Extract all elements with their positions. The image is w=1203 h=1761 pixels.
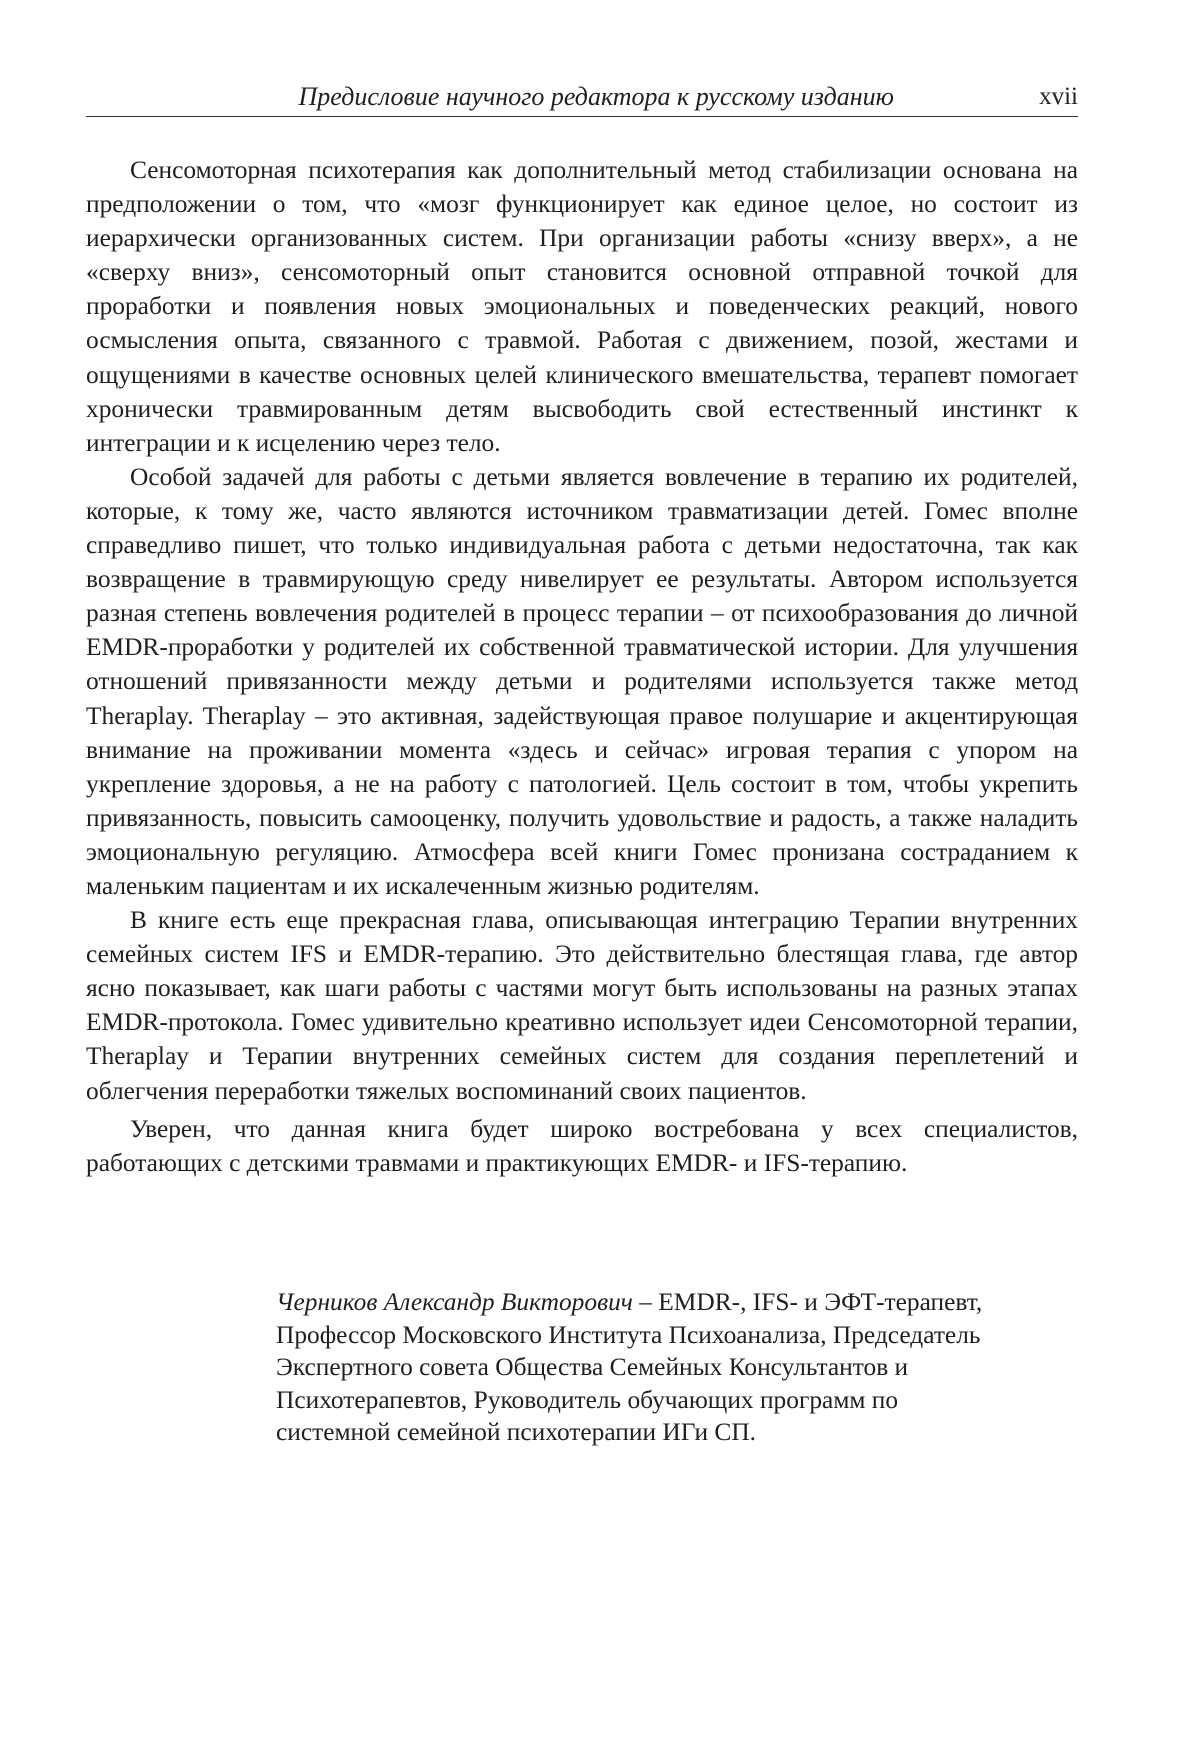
signature-line-2: Профессор Московского Института Психоанализа, Председатель bbox=[276, 1320, 981, 1349]
paragraph-conclusion: Уверен, что данная книга будет широко востребована у всех специалистов, работающих с детскими травмами и практикующих EMDR- и IFS-терапию. bbox=[86, 1114, 1078, 1177]
paragraph-parents: Особой задачей для работы с детьми является вовлечение в терапию их родителей, которые, к тому же, часто являются источником травматизации детей. Гомес вполне справедливо пишет, что только индивидуальная работа с детьми недостаточна, так как возвращение в травмирующую среду нивелирует ее результаты. Автором используется разная степень вовлечения родителей в процесс терапии – от психообразования до личной EMDR-проработки у родителей их собственной травматической истории. Для улучшения отношений привязанности между детьми и родителями используется также метод Theraplay. Theraplay – это активная, задействующая правое полушарие и акцентирующая внимание на проживании момента «здесь и сейчас» игровая терапия с упором на укрепление здоровья, а не на работу с патологией. Цель состоит в том, чтобы укрепить привязанность, повысить самооценку, получить удовольствие и радость, а также наладить эмоциональную регуляцию. Атмосфера всей книги Гомес пронизана состраданием к маленьким пациентам и их искалеченным жизнью родителям. bbox=[86, 462, 1078, 900]
running-header bbox=[86, 80, 1078, 117]
signature-line-1 bbox=[276, 1286, 1078, 1319]
body-text bbox=[86, 153, 1078, 1180]
author-name: Черников Александр Викторович bbox=[276, 1288, 633, 1316]
paragraph-sensorimotor: Сенсомоторная психотерапия как дополнительный метод стабилизации основана на предположении о том, что «мозг функционирует как единое целое, но состоит из иерархически организованных систем. При организации работы «снизу вверх», а не «сверху вниз», сенсомоторный опыт становится основной отправной точкой для проработки и появления новых эмоциональных и поведенческих реакций, нового осмысления опыта, связанного с травмой. Работая с движением, позой, жестами и ощущениями в качестве основных целей клинического вмешательства, терапевт помогает хронически травмированным детям высвободить свой естественный инстинкт к интеграции и к исцелению через тело. bbox=[86, 156, 1078, 457]
paragraph-ifs-chapter: В книге есть еще прекрасная глава, описывающая интеграцию Терапии внутренних семейных систем IFS и EMDR-терапию. Это действительно блестящая глава, где автор ясно показывает, как шаги работы с частями могут быть использованы на разных этапах EMDR-протокола. Гомес удивительно креативно использует идеи Сенсомоторной терапии, Theraplay и Терапии внутренних семейных систем для создания переплетений и облегчения переработки тяжелых воспоминаний своих пациентов. bbox=[86, 906, 1078, 1105]
running-title: Предисловие научного редактора к русскому изданию bbox=[298, 82, 894, 111]
signature-line-5: системной семейной психотерапии ИГи СП. bbox=[276, 1418, 757, 1446]
page-number: xvii bbox=[1039, 83, 1078, 110]
author-role: – EMDR-, IFS- и ЭФТ-терапевт, bbox=[632, 1288, 983, 1316]
signature-line-4: Психотерапевтов, Руководитель обучающих программ по bbox=[276, 1385, 899, 1414]
signature-block bbox=[276, 1286, 1078, 1449]
signature-line-3: Экспертного совета Общества Семейных Консультантов и bbox=[276, 1353, 909, 1381]
